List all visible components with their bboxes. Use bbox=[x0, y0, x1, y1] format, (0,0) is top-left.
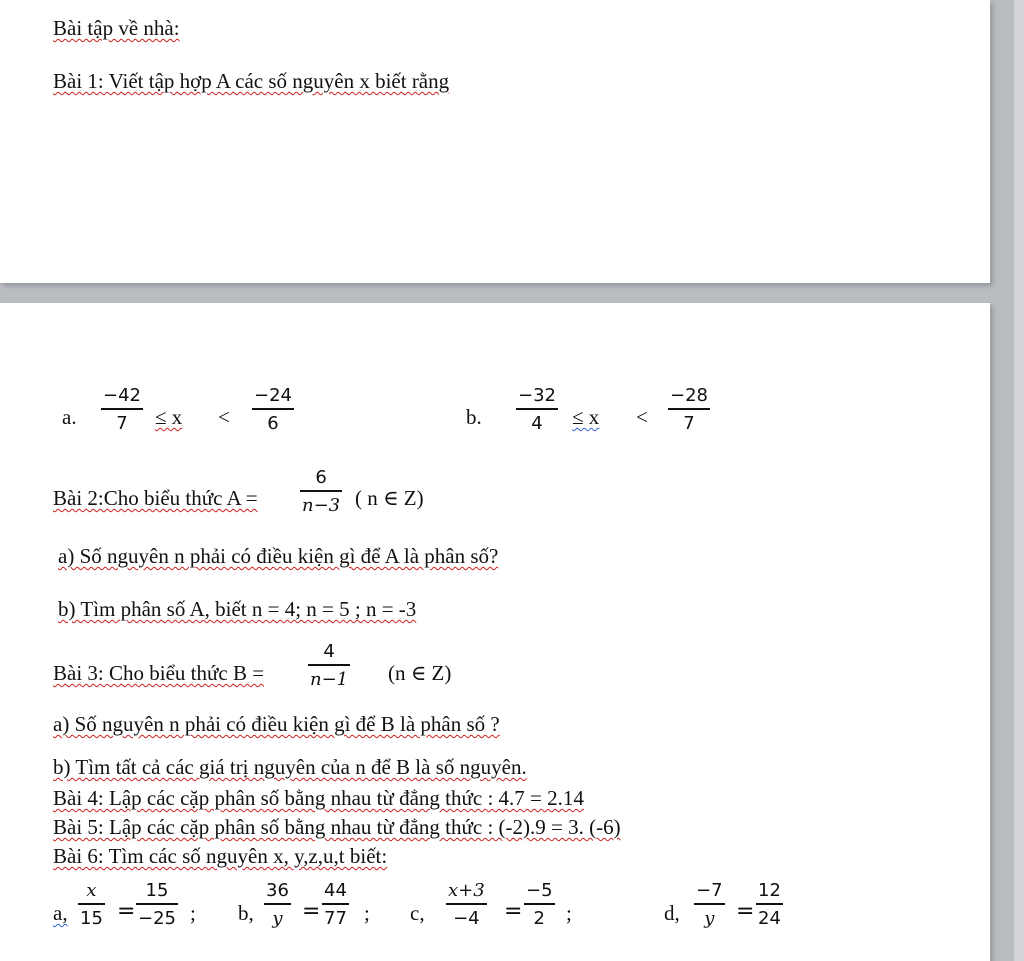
exercise-1b-label: b. bbox=[466, 405, 482, 429]
fraction-6a-left: x 15 bbox=[80, 880, 103, 929]
separator-6c: ; bbox=[566, 901, 572, 925]
exercise-3a-question: a) Số nguyên n phải có điều kiện gì để B là phân số ? bbox=[53, 712, 500, 736]
inequality-1a-mid: ≤ x bbox=[155, 405, 183, 429]
fraction-3-expression: 4 n−1 bbox=[310, 641, 349, 690]
exercise-6-title: Bài 6: Tìm các số nguyên x, y,z,u,t biết: bbox=[53, 844, 388, 868]
separator-6b: ; bbox=[364, 901, 370, 925]
fraction-6a-right: 15 −25 bbox=[138, 880, 176, 929]
exercise-3-title: Bài 3: Cho biểu thức B = bbox=[53, 661, 265, 685]
document-page-2 bbox=[0, 303, 990, 961]
fraction-1a-right: −24 6 bbox=[254, 385, 292, 434]
exercise-2b-question: b) Tìm phân số A, biết n = 4; n = 5 ; n = -3 bbox=[58, 597, 417, 621]
inequality-1b-rel: < bbox=[636, 405, 648, 429]
exercise-2a-question: a) Số nguyên n phải có điều kiện gì để A là phân số? bbox=[58, 544, 499, 568]
equals-sign-6b: = bbox=[302, 899, 321, 924]
exercise-3b-question: b) Tìm tất cả các giá trị nguyên của n để B là số nguyên. bbox=[53, 755, 527, 779]
fraction-6d-right: 12 24 bbox=[758, 880, 781, 929]
exercise-3-condition: (n ∈ Z) bbox=[388, 661, 452, 685]
window-background bbox=[1014, 0, 1024, 961]
homework-heading: Bài tập về nhà: bbox=[53, 16, 180, 40]
exercise-5-text: Bài 5: Lập các cặp phân số bằng nhau từ đẳng thức : (-2).9 = 3. (-6) bbox=[53, 815, 621, 839]
separator-6a: ; bbox=[190, 901, 196, 925]
document-page-1 bbox=[0, 0, 990, 283]
exercise-6b-label: b, bbox=[238, 901, 254, 925]
exercise-6c-label: c, bbox=[410, 901, 425, 925]
exercise-4-text: Bài 4: Lập các cặp phân số bằng nhau từ đẳng thức : 4.7 = 2.14 bbox=[53, 786, 584, 810]
fraction-6b-left: 36 y bbox=[266, 880, 289, 929]
fraction-1b-left: −32 4 bbox=[518, 385, 556, 434]
exercise-1a-label: a. bbox=[62, 405, 77, 429]
fraction-1b-right: −28 7 bbox=[670, 385, 708, 434]
fraction-6c-left: x+3 −4 bbox=[448, 880, 485, 929]
equals-sign-6d: = bbox=[736, 899, 755, 924]
equals-sign-6c: = bbox=[504, 899, 523, 924]
fraction-6d-left: −7 y bbox=[696, 880, 723, 929]
fraction-1a-left: −42 7 bbox=[103, 385, 141, 434]
fraction-6c-right: −5 2 bbox=[526, 880, 553, 929]
exercise-1-title: Bài 1: Viết tập hợp A các số nguyên x biết rằng bbox=[53, 69, 450, 93]
equals-sign-6a: = bbox=[117, 899, 136, 924]
fraction-6b-right: 44 77 bbox=[324, 880, 347, 929]
exercise-2-title: Bài 2:Cho biểu thức A = bbox=[53, 486, 258, 510]
exercise-6d-label: d, bbox=[664, 901, 680, 925]
exercise-2-condition: ( n ∈ Z) bbox=[355, 486, 424, 510]
fraction-2-expression: 6 n−3 bbox=[302, 467, 341, 516]
inequality-1b-mid: ≤ x bbox=[572, 405, 600, 429]
exercise-6a-label: a, bbox=[53, 901, 68, 925]
inequality-1a-rel: < bbox=[218, 405, 230, 429]
